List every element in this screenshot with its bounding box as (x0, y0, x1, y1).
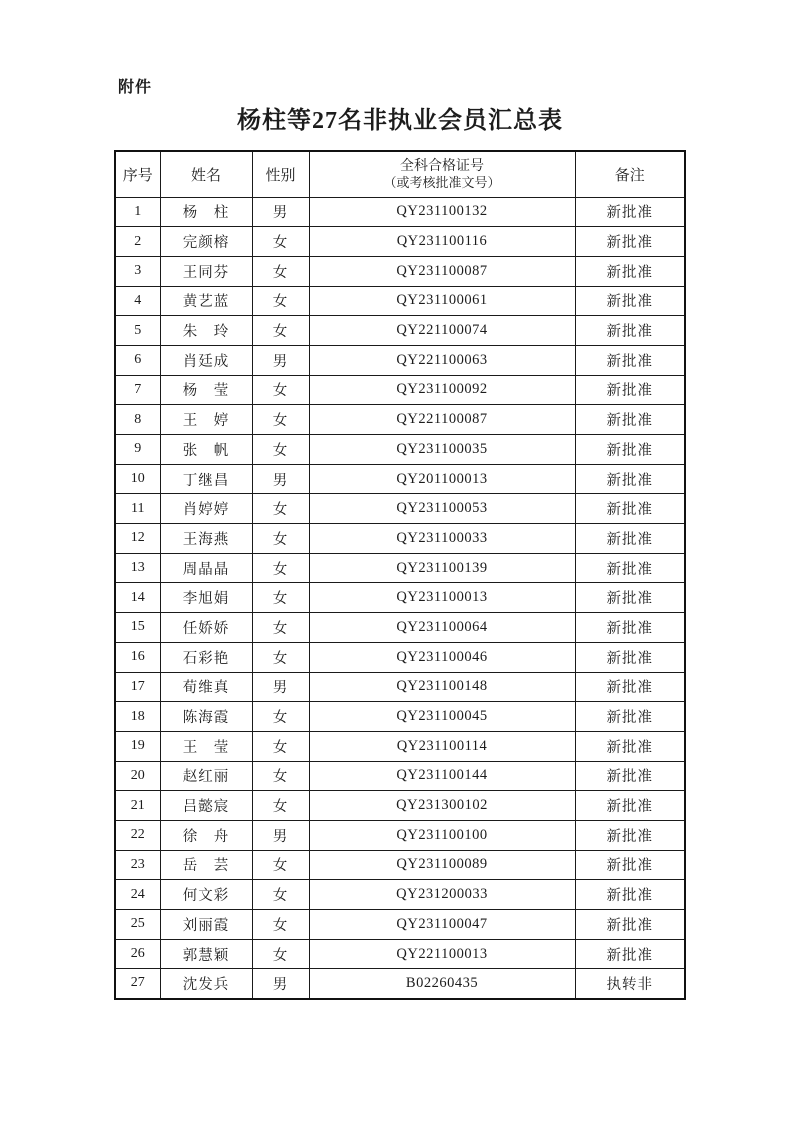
cell-name: 张 帆 (160, 435, 252, 465)
cell-no: 1 (115, 197, 160, 227)
cell-gender: 女 (252, 375, 309, 405)
cell-no: 27 (115, 969, 160, 999)
header-cert-line2: （或考核批准文号） (383, 174, 501, 190)
cell-gender: 女 (252, 850, 309, 880)
cell-name: 郭慧颖 (160, 939, 252, 969)
table-row (115, 850, 685, 880)
cell-remark: 新批准 (575, 820, 685, 850)
cell-cert: QY231100013 (309, 583, 575, 613)
table-row (115, 969, 685, 999)
cell-name: 任娇娇 (160, 613, 252, 643)
cell-no: 20 (115, 761, 160, 791)
cell-name: 黄艺蓝 (160, 286, 252, 316)
cell-no: 24 (115, 880, 160, 910)
table-row (115, 642, 685, 672)
cell-name: 王海燕 (160, 524, 252, 554)
table-row (115, 494, 685, 524)
cell-no: 22 (115, 820, 160, 850)
cell-cert: QY231100089 (309, 850, 575, 880)
cell-no: 3 (115, 256, 160, 286)
cell-cert: QY231100064 (309, 613, 575, 643)
cell-gender: 女 (252, 405, 309, 435)
cell-remark: 新批准 (575, 256, 685, 286)
cell-gender: 男 (252, 345, 309, 375)
table-header-row (115, 151, 685, 197)
cell-gender: 女 (252, 316, 309, 346)
cell-remark: 新批准 (575, 286, 685, 316)
cell-no: 5 (115, 316, 160, 346)
cell-no: 8 (115, 405, 160, 435)
table-row (115, 761, 685, 791)
table-row (115, 702, 685, 732)
cell-name: 何文彩 (160, 880, 252, 910)
table-body (115, 197, 685, 999)
table-row (115, 524, 685, 554)
cell-gender: 女 (252, 524, 309, 554)
cell-remark: 新批准 (575, 761, 685, 791)
cell-name: 陈海霞 (160, 702, 252, 732)
table-row (115, 791, 685, 821)
cell-cert: QY231100132 (309, 197, 575, 227)
cell-cert: QY231100144 (309, 761, 575, 791)
cell-remark: 新批准 (575, 613, 685, 643)
cell-remark: 新批准 (575, 464, 685, 494)
table-row (115, 405, 685, 435)
cell-cert: QY221100087 (309, 405, 575, 435)
cell-gender: 女 (252, 791, 309, 821)
cell-name: 沈发兵 (160, 969, 252, 999)
cell-remark: 新批准 (575, 731, 685, 761)
cell-cert: QY221100013 (309, 939, 575, 969)
cell-gender: 女 (252, 910, 309, 940)
table-row (115, 939, 685, 969)
cell-cert: QY201100013 (309, 464, 575, 494)
cell-no: 2 (115, 227, 160, 257)
cell-cert: QY231100047 (309, 910, 575, 940)
table-row (115, 197, 685, 227)
cell-remark: 新批准 (575, 227, 685, 257)
header-no: 序号 (115, 151, 160, 197)
cell-remark: 新批准 (575, 197, 685, 227)
cell-no: 6 (115, 345, 160, 375)
cell-no: 19 (115, 731, 160, 761)
cell-name: 刘丽霞 (160, 910, 252, 940)
table-row (115, 227, 685, 257)
cell-remark: 新批准 (575, 345, 685, 375)
cell-name: 吕懿宸 (160, 791, 252, 821)
table-row (115, 435, 685, 465)
header-cert (309, 151, 575, 197)
cell-remark: 新批准 (575, 642, 685, 672)
cell-remark: 新批准 (575, 791, 685, 821)
header-name: 姓名 (160, 151, 252, 197)
cell-remark: 新批准 (575, 553, 685, 583)
cell-cert: QY231100045 (309, 702, 575, 732)
cell-gender: 女 (252, 642, 309, 672)
cell-no: 16 (115, 642, 160, 672)
table-header (115, 151, 685, 197)
cell-name: 岳 芸 (160, 850, 252, 880)
cell-no: 9 (115, 435, 160, 465)
cell-remark: 新批准 (575, 316, 685, 346)
table-row (115, 345, 685, 375)
cell-no: 12 (115, 524, 160, 554)
cell-name: 李旭娟 (160, 583, 252, 613)
cell-cert: QY221100063 (309, 345, 575, 375)
cell-cert: QY231100100 (309, 820, 575, 850)
cell-no: 17 (115, 672, 160, 702)
cell-remark: 新批准 (575, 375, 685, 405)
header-gender: 性别 (252, 151, 309, 197)
cell-gender: 女 (252, 613, 309, 643)
cell-name: 赵红丽 (160, 761, 252, 791)
cell-cert: B02260435 (309, 969, 575, 999)
cell-name: 丁继昌 (160, 464, 252, 494)
cell-cert: QY231100139 (309, 553, 575, 583)
cell-name: 石彩艳 (160, 642, 252, 672)
cell-gender: 女 (252, 494, 309, 524)
cell-no: 10 (115, 464, 160, 494)
table-row (115, 731, 685, 761)
cell-cert: QY221100074 (309, 316, 575, 346)
table-row (115, 910, 685, 940)
cell-gender: 女 (252, 256, 309, 286)
table-row (115, 613, 685, 643)
cell-cert: QY231100087 (309, 256, 575, 286)
table-row (115, 583, 685, 613)
cell-name: 杨 柱 (160, 197, 252, 227)
cell-no: 18 (115, 702, 160, 732)
cell-name: 徐 舟 (160, 820, 252, 850)
cell-name: 王 婷 (160, 405, 252, 435)
cell-remark: 新批准 (575, 880, 685, 910)
header-remark: 备注 (575, 151, 685, 197)
table-row (115, 375, 685, 405)
cell-gender: 男 (252, 197, 309, 227)
cell-remark: 新批准 (575, 910, 685, 940)
cell-remark: 新批准 (575, 702, 685, 732)
cell-no: 25 (115, 910, 160, 940)
cell-name: 完颜榕 (160, 227, 252, 257)
table-row (115, 256, 685, 286)
cell-cert: QY231100148 (309, 672, 575, 702)
header-cert-line1: 全科合格证号 (400, 158, 484, 174)
cell-name: 王同芬 (160, 256, 252, 286)
cell-gender: 男 (252, 969, 309, 999)
cell-cert: QY231100046 (309, 642, 575, 672)
cell-gender: 男 (252, 672, 309, 702)
cell-gender: 男 (252, 820, 309, 850)
cell-no: 11 (115, 494, 160, 524)
cell-cert: QY231100033 (309, 524, 575, 554)
cell-remark: 新批准 (575, 435, 685, 465)
cell-cert: QY231300102 (309, 791, 575, 821)
cell-remark: 新批准 (575, 583, 685, 613)
cell-no: 7 (115, 375, 160, 405)
cell-remark: 新批准 (575, 405, 685, 435)
cell-name: 肖廷成 (160, 345, 252, 375)
cell-name: 王 莹 (160, 731, 252, 761)
cell-no: 23 (115, 850, 160, 880)
table-row (115, 316, 685, 346)
cell-name: 杨 莹 (160, 375, 252, 405)
cell-cert: QY231100035 (309, 435, 575, 465)
cell-gender: 女 (252, 553, 309, 583)
table-row (115, 880, 685, 910)
table-row (115, 672, 685, 702)
cell-remark: 新批准 (575, 494, 685, 524)
cell-name: 肖婷婷 (160, 494, 252, 524)
cell-no: 14 (115, 583, 160, 613)
cell-cert: QY231100053 (309, 494, 575, 524)
cell-cert: QY231100114 (309, 731, 575, 761)
cell-gender: 女 (252, 880, 309, 910)
cell-remark: 新批准 (575, 939, 685, 969)
cell-cert: QY231100061 (309, 286, 575, 316)
cell-gender: 女 (252, 227, 309, 257)
cell-gender: 女 (252, 702, 309, 732)
member-summary-table (114, 150, 686, 1000)
table-row (115, 286, 685, 316)
page-title: 杨柱等27名非执业会员汇总表 (237, 108, 563, 134)
cell-gender: 女 (252, 939, 309, 969)
cell-cert: QY231100092 (309, 375, 575, 405)
cell-no: 15 (115, 613, 160, 643)
cell-gender: 女 (252, 286, 309, 316)
cell-name: 朱 玲 (160, 316, 252, 346)
cell-gender: 男 (252, 464, 309, 494)
cell-no: 4 (115, 286, 160, 316)
table-row (115, 464, 685, 494)
cell-gender: 女 (252, 761, 309, 791)
cell-remark: 新批准 (575, 672, 685, 702)
cell-cert: QY231100116 (309, 227, 575, 257)
cell-gender: 女 (252, 583, 309, 613)
cell-remark: 执转非 (575, 969, 685, 999)
cell-name: 荀维真 (160, 672, 252, 702)
cell-no: 26 (115, 939, 160, 969)
cell-name: 周晶晶 (160, 553, 252, 583)
table-row (115, 820, 685, 850)
cell-remark: 新批准 (575, 524, 685, 554)
cell-cert: QY231200033 (309, 880, 575, 910)
attachment-label: 附件 (118, 79, 153, 96)
table-row (115, 553, 685, 583)
cell-gender: 女 (252, 731, 309, 761)
cell-remark: 新批准 (575, 850, 685, 880)
cell-no: 21 (115, 791, 160, 821)
cell-no: 13 (115, 553, 160, 583)
cell-gender: 女 (252, 435, 309, 465)
